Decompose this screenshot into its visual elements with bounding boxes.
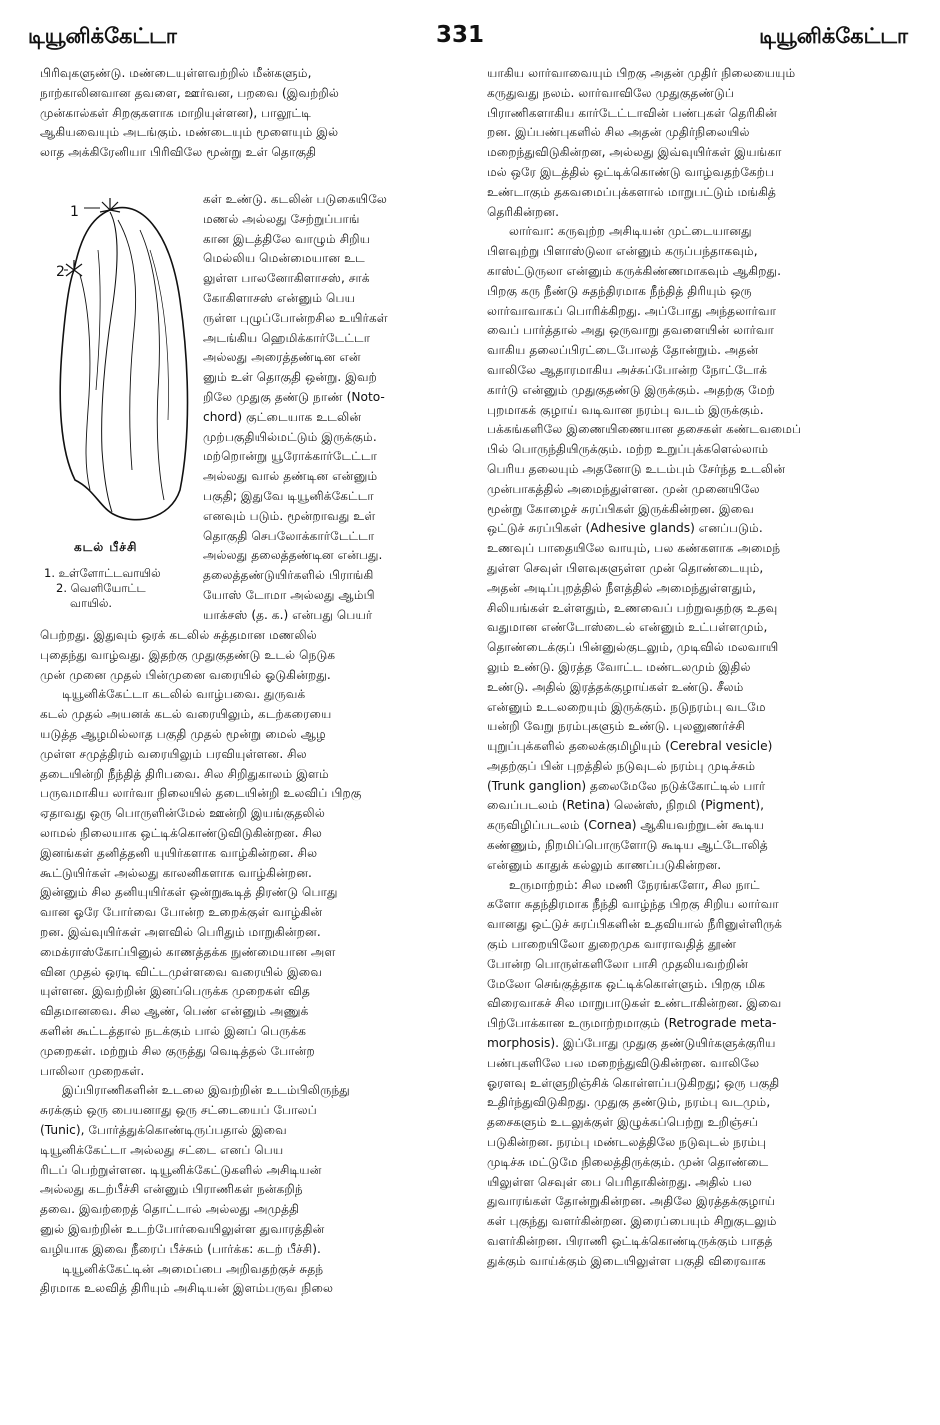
text-line: லுள்ள பாலனோகிளாசஸ், சாக்	[203, 271, 370, 286]
text-line: ஒட்டுச் சுரப்பிகள் (Adhesive glands) எனப்படும்.	[487, 521, 763, 536]
text-line: பிளவுற்று பிளாஸ்டுலா என்னும் கருப்பந்தாகவும்,	[487, 244, 758, 259]
text-line: பில் பொருந்தியிருக்கும். மற்ற உறுப்புக்களெல்லாம்	[487, 442, 769, 457]
text-line: தொகுதி செபலோக்கார்டேட்டா	[203, 528, 375, 543]
text-line: கருவிழிப்படலம் (Cornea) ஆகியவற்றுடன் கூடிய	[487, 818, 765, 833]
text-line: மேலோ செங்குத்தாக ஒட்டிக்கொள்ளும். பிறகு மிக	[487, 976, 766, 991]
figure-label-2: 2	[56, 264, 65, 280]
text-line: இன்னும் சில தனியுயிர்கள் ஒன்றுகூடித் திரண்டு பொது	[40, 885, 338, 900]
text-line: வான ஓரே போர்வை போன்ற உறைக்குள் வாழ்கின்	[40, 905, 323, 920]
text-line: களின் கூட்டத்தால் நடக்கும் பால் இனப் பெருக்க	[40, 1023, 307, 1038]
text-line: முடிச்சு மட்டுமே நிலைத்திருக்கும். முன் தொண்டை	[487, 1154, 769, 1169]
text-line: ஆகியவையும் அடங்கும். மண்டையும் மூளையும் இல்	[40, 125, 339, 140]
text-line: காஸ்ட்டுருலா என்னும் கருக்கிண்ணமாகவும் ஆகிறது.	[487, 263, 781, 278]
sea-squirt-illustration	[40, 190, 200, 535]
figure-label-1: 1	[70, 204, 79, 220]
text-line: போன்ற பொருள்களிலோ பாசி முதலியவற்றின்	[487, 956, 749, 971]
text-line: பிரிவுகளுண்டு. மண்டையுள்ளவற்றில் மீன்களும்,	[40, 66, 312, 80]
text-line: வதுமான எண்டோஸ்டைல் என்னும் உட்பள்ளமும்,	[487, 620, 768, 635]
text-line: சிலியங்கள் உள்ளதும், உணவைப் பற்றுவதற்கு உதவு	[487, 600, 778, 615]
text-line: முறைகள். மற்றும் சில குருத்து வெடித்தல் போன்ற	[40, 1043, 315, 1058]
text-line: படுகின்றன. நரம்பு மண்டலத்திலே நடுவுடல் நரம்பு	[487, 1135, 767, 1150]
text-line: முன் முனை முதல் பின்முனை வரையில் ஓடுகின்றது.	[40, 667, 331, 682]
text-line: ஏதாவது ஒரு பொருளின்மேல் ஊன்றி இயங்குதலில்	[40, 806, 325, 821]
text-line: தெரிகின்றன.	[487, 204, 559, 219]
text-line: வளர்கின்றன. பிராணி ஒட்டிக்கொண்டிருக்கும் பாதத்	[487, 1234, 773, 1249]
text-line: உண்டாகும் தகவமைப்புக்களால் மாறுபட்டும் மங்கித்	[487, 184, 776, 199]
text-line: புறமாகக் குழாய் வடிவான நரம்பு வடம் இருக்கும்.	[487, 402, 764, 417]
text-line: வாகிய தலைப்பிரட்டைபோலத் தோன்றும். அதன்	[487, 343, 759, 358]
legend-line-3: வாயில்.	[70, 596, 113, 610]
text-line: உண்டு. அதில் இரத்தக்குழாய்கள் உண்டு. சீலம்	[487, 679, 744, 694]
text-line: தலைத்தண்டுயிர்களில் பிராங்கி	[203, 568, 374, 583]
text-line: morphosis). இப்போது முதுகு தண்டுயிர்களுக்குரிய	[487, 1036, 776, 1051]
figure-caption: கடல் பீச்சி	[74, 540, 138, 554]
text-line: கார்டு என்னும் முதுகுதண்டு இருக்கும். அதற்கு மேற்	[487, 382, 775, 397]
text-line: உணவுப் பாதையிலே வாயும், பல கண்களாக அமைந்	[487, 541, 781, 556]
text-line: மூன்று கோழைச் சுரப்பிகள் இருக்கின்றன. இவை	[487, 501, 754, 516]
text-line: விதமானவை. சில ஆண், பெண் என்னும் அணுக்	[40, 1004, 309, 1019]
text-line: பண்புகளிலே பல மறைந்துவிடுகின்றன. வாலிலே	[487, 1055, 760, 1070]
text-line: லார்வா: கருவுற்ற அசிடியன் முட்டையானது	[509, 224, 752, 239]
text-line: உருமாற்றம்: சில மணி நேரங்களோ, சில நாட்	[509, 877, 760, 892]
text-line: பெரிய தலையும் அதனோடு உடம்பும் சேர்ந்த உடலின்	[487, 461, 786, 476]
text-line: டியூனிக்கேட்டா அல்லது சட்டை எனப் பெய	[40, 1142, 284, 1157]
text-line: விரைவாகச் சில மாறுபாடுகள் உண்டாகின்றன. இவை	[487, 996, 782, 1011]
text-line: பெற்றது. இதுவும் ஒரக் கடலில் சுத்தமான மணலில்	[40, 628, 317, 642]
text-line: சுரக்கும் ஒரு பையனாது ஒரு சட்டையைப் போலப்	[40, 1103, 317, 1118]
text-line: இனங்கள் தனித்தனி யுயிர்களாக வாழ்கின்றன. சில	[40, 845, 318, 860]
text-line: கோகிளாசஸ் என்னும் பெய	[203, 290, 356, 305]
text-line: தசைகளும் உடலுக்குள் இழுக்கப்பெற்று உறிஞ்சப்	[487, 1115, 759, 1130]
text-line: கள் புகுந்து வளர்கின்றன. இரைப்பையும் சிறுகுடலும்	[487, 1214, 777, 1229]
text-line: துள்ள செவுள் பிளவுகளுள்ள முன் தொண்டையும்,	[487, 560, 764, 575]
text-line: இப்பிராணிகளின் உடலை இவற்றின் உடம்பிலிருந்து	[62, 1083, 350, 1098]
text-line: யன்றி வேறு நரம்புகளும் உண்டு. புலனுணர்ச்சி	[487, 719, 745, 734]
running-head-right: டியூனிக்கேட்டா	[759, 24, 908, 48]
text-line: அல்லது தலைத்தண்டின என்பது.	[203, 548, 383, 563]
text-line: (Trunk ganglion) தலைமேலே நடுக்கோட்டில் பார்	[487, 778, 766, 793]
text-line: லார்வாவாகப் பொரிக்கிறது. அப்போது அந்தலார்வா	[487, 303, 777, 318]
text-line: முன்பாகத்தில் அமைந்துள்ளன. முன் முனையிலே	[487, 481, 760, 496]
text-line: முற்பகுதியில்மட்டும் இருக்கும்.	[203, 429, 377, 444]
text-line: வாலிலே ஆதாரமாகிய அச்சுப்போன்ற நோட்டோக்	[487, 362, 768, 377]
text-line: பாலிலா முறைகள்.	[40, 1063, 145, 1078]
text-line: யடுத்த ஆழமில்லாத பகுதி முதல் மூன்று மைல் ஆழ	[40, 726, 326, 741]
text-line: றன. இவ்வுயிர்கள் அளவில் பெரிதும் மாறுகின்றன.	[40, 924, 321, 939]
text-line: வானது ஒட்டுச் சுரப்பிகளின் உதவியால் நீரினுள்ளிருக்	[487, 917, 783, 932]
text-line: யாகிய லார்வாவையும் பிறகு அதன் முதிர் நிலையையும்	[487, 66, 796, 80]
text-line: லாத அக்கிரேனியா பிரிவிலே மூன்று உள் தொகுதி	[40, 145, 317, 160]
text-line: தொண்டைக்குப் பின்னுல்குடலும், முடிவில் மலவாயி	[487, 640, 779, 655]
text-line: றிலே முதுகு தண்டு நாண் (Noto-	[203, 389, 385, 404]
text-line: என்னும் உடலறையும் இருக்கும். நடுநரம்பு வடமே	[487, 699, 766, 714]
text-line: லாமல் நிலையாக ஒட்டிக்கொண்டுவிடுகின்றன. சில	[40, 825, 323, 840]
text-line: மற்றொன்று யூரோக்கார்டேட்டா	[203, 449, 377, 464]
text-line: முன்கால்கள் சிறகுகளாக மாறியுள்ளன), பாலூட்டி	[40, 105, 311, 120]
text-line: அதன் அடிப்புறத்தில் நீளத்தில் அமைந்துள்ளதும்,	[487, 580, 757, 595]
text-line: முள்ள சமுத்திரம் வரையிலும் பரவியுள்ளன. சில	[40, 746, 307, 761]
text-line: திரமாக உலவித் திரியும் அசிடியன் இளம்பருவ நிலை	[40, 1281, 334, 1296]
text-line: பருவமாகிய லார்வா நிலையில் தடையின்றி உலவிப் பிறகு	[40, 786, 362, 801]
legend-line-1: 1. உள்ளோட்டவாயில்	[44, 566, 161, 580]
text-line: கண்ணும், நிறமிப்பொருளோடு கூடிய ஆட்டோலித்	[487, 838, 768, 853]
text-line: வழியாக இவை நீரைப் பீச்சும் (பார்க்க: கடற் பீச்சி).	[40, 1241, 321, 1256]
text-line: கும் பாறையிலோ துறைமுக வாராவதித் தூண்	[487, 937, 737, 952]
text-line: மெல்லிய மென்மையான உட	[203, 251, 365, 266]
text-line: யுறுப்புக்களில் தலைக்குமிழியும் (Cerebral vesicle)	[487, 739, 773, 754]
text-line: பக்கங்களிலே இணையிணையான தசைகள் கண்டவமைப்	[487, 422, 802, 437]
text-line: யோஸ் டோமா அல்லது ஆம்பி	[203, 587, 375, 602]
text-line: அல்லது வால் தண்டின என்னும்	[203, 469, 378, 484]
atrial-siphon-icon	[66, 260, 82, 276]
text-line: நாற்காலினவான தவளை, ஊர்வன, பறவை (இவற்றில்	[40, 85, 340, 100]
left-column-bottom	[40, 626, 472, 1299]
text-line: யாக்சஸ் (த. க.) என்பது பெயர்	[203, 607, 373, 622]
oral-siphon-icon	[100, 198, 120, 212]
text-line: பிற்போக்கான உருமாற்றமாகும் (Retrograde meta-	[487, 1016, 777, 1031]
text-line: யுள்ளன. இவற்றின் இனப்பெருக்க முறைகள் வித	[40, 984, 310, 999]
text-line: மைக்ராஸ்கோப்பினுல் காணத்தக்க நுண்மையான அள	[40, 944, 336, 959]
text-line: ருள்ள புழுப்போன்றசில உயிர்கள்	[203, 310, 388, 325]
text-line: துக்கும் வாய்க்கும் இடையிலுள்ள பகுதி விரைவாக	[487, 1253, 766, 1268]
text-line: தடையின்றி நீந்தித் திரிபவை. சில சிறிதுகாலம் இளம்	[40, 766, 329, 781]
text-line: ஓரளவு உள்ளுறிஞ்சிக் கொள்ளப்படுகிறது; ஒரு பகுதி	[487, 1075, 780, 1090]
text-line: புதைந்து வாழ்வது. இதற்கு முதுகுதண்டு உடல் நெடுக	[40, 647, 336, 662]
text-line: றன. இப்பண்புகளில் சில அதன் முதிர்நிலையில்	[487, 125, 750, 140]
sea-squirt-figure	[40, 190, 200, 610]
text-line: எனவும் படும். மூன்றாவது உள்	[203, 508, 376, 523]
text-line: என்னும் காதுக் கல்லும் காணப்படுகின்றன.	[487, 857, 722, 872]
text-line: பிறகு கரு நீண்டு சுதந்திரமாக நீந்தித் திரியும் ஒரு	[487, 283, 752, 298]
text-line: அல்லது அரைத்தண்டின என்	[203, 350, 361, 365]
text-line: களோ சுதந்திரமாக நீந்தி வாழ்ந்த பிறகு சிறிய லார்வா	[487, 897, 779, 912]
text-line: துவாரங்கள் தோன்றுகின்றன. அதிலே இரத்தக்குழாய்	[487, 1194, 776, 1209]
text-line: கருதுவது நலம். லார்வாவிலே முதுகுதண்டுப்	[487, 85, 734, 100]
text-line: வைப் பார்த்தால் அது ஒருவாறு தவளையின் லார்வா	[487, 323, 774, 338]
right-column	[487, 64, 912, 1272]
text-line: னுல் இவற்றின் உடற்போர்வையிலுள்ள துவாரத்தின்	[40, 1221, 325, 1236]
text-line: பிராணிகளாகிய கார்டேட்டாவின் பண்புகள் தெரிகின்	[487, 105, 777, 120]
text-line: பகுதி; இதுவே டியூனிக்கேட்டா	[203, 488, 374, 503]
text-line: கான இடத்திலே வாழும் சிறிய	[203, 231, 371, 246]
text-line: (Tunic), போர்த்துக்கொண்டிருப்பதால் இவை	[40, 1122, 287, 1137]
left-column-top	[40, 64, 472, 163]
page-number: 331	[436, 22, 485, 48]
text-line: அடங்கிய ஹெமிக்கார்டேட்டா	[203, 330, 371, 345]
running-head-left: டியூனிக்கேட்டா	[28, 24, 177, 48]
text-line: வின முதல் ஒரடி விட்டமுள்ளவை வரையில் இவை	[40, 964, 323, 979]
legend-line-2: 2. வெளியோட்ட	[56, 581, 146, 595]
text-line: னும் உள் தொகுதி ஒன்று. இவற்	[203, 370, 377, 385]
text-line: மறைந்துவிடுகின்றன, அல்லது இவ்வுயிர்கள் இயங்கா	[487, 145, 782, 160]
text-line: மல் ஒரே இடத்தில் ஒட்டிக்கொண்டு வாழ்வதற்கேற்ப	[487, 164, 775, 179]
text-line: டியூனிக்கேட்டா கடலில் வாழ்பவை. துருவக்	[62, 687, 306, 702]
text-line: ரிடப் பெற்றுள்ளன. டியூனிக்கேட்டுகளில் அசிடியன்	[40, 1162, 322, 1177]
left-column-beside-figure	[203, 190, 472, 626]
text-line: உதிர்ந்துவிடுகிறது. முதுகு தண்டும், நரம்பு வடமும்,	[487, 1095, 771, 1110]
text-line: வைப்படலம் (Retina) லென்ஸ், நிறமி (Pigment),	[487, 798, 764, 813]
text-line: டியூனிக்கேட்டின் அமைப்பை அறிவதற்குச் சுதந்	[62, 1261, 324, 1276]
text-line: தவை. இவற்றைத் தொட்டால் அல்லது அமுத்தி	[40, 1202, 300, 1217]
text-line: chord) குட்டையாக உடலின்	[203, 409, 362, 424]
text-line: மணல் அல்லது சேற்றுப்பாங்	[203, 211, 360, 226]
text-line: கடல் முதல் அயனக் கடல் வரையிலும், கடற்கரையை	[40, 707, 332, 722]
text-line: கள் உண்டு. கடலின் படுகையிலே	[203, 192, 388, 206]
text-line: அதற்குப் பின் புறத்தில் நடுவுடல் நரம்பு முடிச்சும்	[487, 758, 756, 773]
figure-legend	[44, 566, 161, 611]
text-line: யிலுள்ள செவுள் பை பெரிதாகின்றது. அதில் பல	[487, 1174, 752, 1189]
text-line: கூட்டுயிர்கள் அல்லது காலனிகளாக வாழ்கின்றன.	[40, 865, 312, 880]
text-line: அல்லது கடற்பீச்சி என்னும் பிராணிகள் நன்கறிந்	[40, 1182, 303, 1197]
text-line: லும் உண்டு. இரத்த வோட்ட மண்டலமும் இதில்	[487, 659, 751, 674]
